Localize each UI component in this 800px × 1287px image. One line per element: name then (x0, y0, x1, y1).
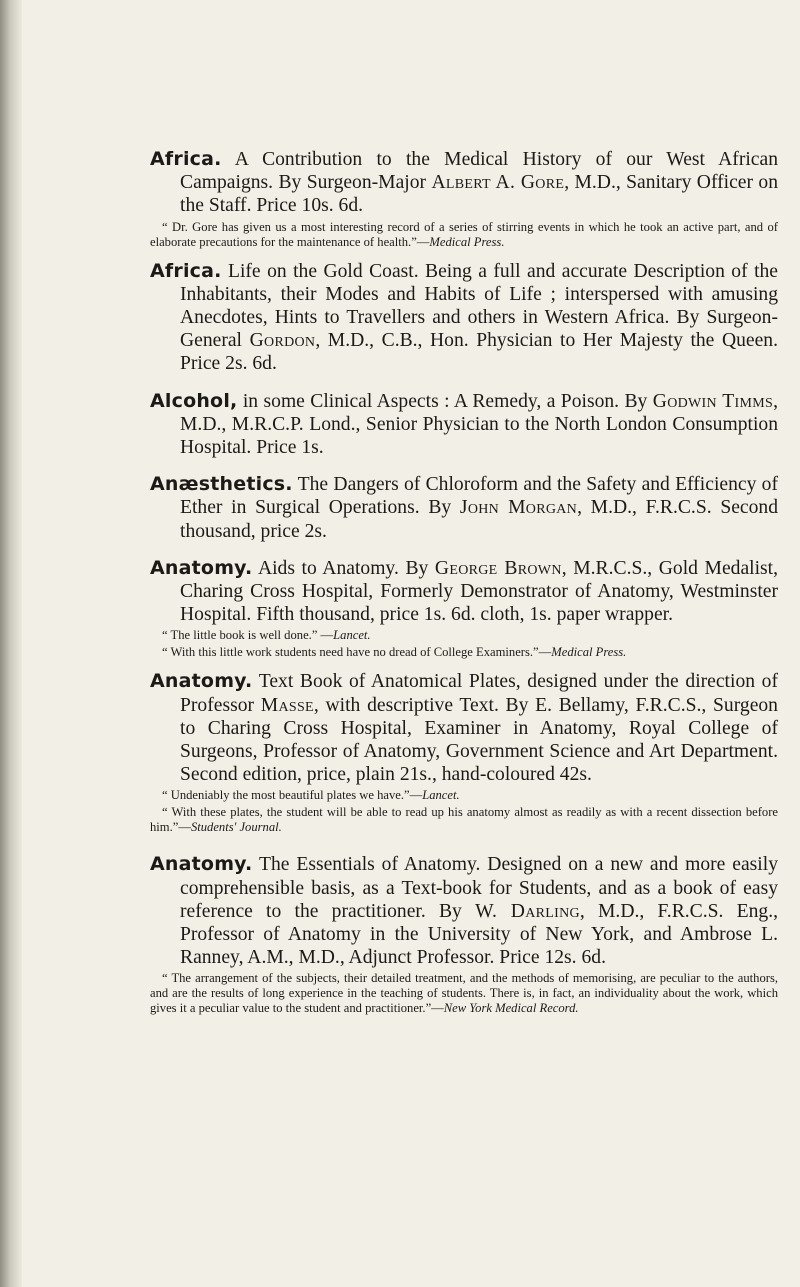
entry-author: Godwin Timms (652, 390, 774, 412)
review-quote: “ With this little work students need have no dread of College Examiners.”—Medical Press. (162, 645, 627, 660)
entry-text: , M.D., C.B., Hon. Physician to Her Majesty the Queen. Price 2s. 6d. (180, 330, 778, 375)
entry-text: in some Clinical Aspects : A Remedy, a Poison. By (237, 390, 653, 412)
entry-anaesthetics (150, 473, 778, 543)
entry-text: The Essentials of Anatomy. Designed on a new and more easily comprehensible basis, as a Text-book for Students, and as a book of easy reference to the practitioner. By (180, 854, 778, 922)
entry-body (150, 148, 778, 218)
entry-text: , M.D., Sanitary Officer on the Staff. Price 10s. 6d. (180, 172, 778, 217)
entry-text: , M.D., F.R.C.S. Eng., Professor of Anatomy in the University of New York, and Ambrose L. Ranney, A.M., M.D., Adjunct Professor. Price 12s. 6d. (180, 900, 779, 969)
review-quote: “ The little book is well done.” —Lancet. (162, 628, 371, 643)
entry-alcohol (150, 390, 778, 460)
entry-body (150, 557, 778, 627)
entry-body (150, 853, 778, 969)
entry-author: John Morgan (459, 497, 578, 519)
catalogue-page (150, 148, 778, 1030)
entry-text: Aids to Anatomy. By (252, 557, 435, 579)
quote-source: Medical Press. (429, 234, 505, 249)
entry-author: George Brown (434, 557, 562, 579)
entry-heading: Africa. (150, 259, 222, 282)
entry-heading: Africa. (150, 148, 222, 170)
entry-anatomy-plates (150, 670, 778, 835)
review-quote: “ The arrangement of the subjects, their detailed treatment, and the methods of memorising, are peculiar to the authors, and are the results of long experience in the teaching of students. There is, in fact, an individuality about the work, which gives it a peculiar value to the student and practitioner.”—New York Medical Record. (150, 971, 778, 1016)
quote-source: Medical Press. (551, 645, 627, 660)
review-quote: “ Undeniably the most beautiful plates we have.”—Lancet. (162, 788, 460, 803)
entry-body (150, 390, 778, 460)
entry-heading: Anatomy. (150, 670, 253, 693)
entry-heading: Alcohol, (150, 389, 238, 412)
entry-text: The Dangers of Chloroform and the Safety and Efficiency of Ether in Surgical Operations. By (180, 474, 778, 519)
entry-anatomy-aids (150, 557, 778, 661)
quote-source: Lancet. (422, 788, 460, 803)
entry-africa-gold-coast (150, 260, 778, 376)
entry-text: , M.R.C.S., Gold Medalist, Charing Cross Hospital, Formerly Demonstrator of Anatomy, Westminster Hospital. Fifth thousand, price 1s. 6d. cloth, 1s. paper wrapper. (180, 557, 778, 626)
review-quote: “ Dr. Gore has given us a most interesting record of a series of stirring events in which he took an active part, and of elaborate precautions for the maintenance of health.”—Medical Press. (150, 219, 778, 249)
entry-text: , with descriptive Text. By E. Bellamy, F.R.C.S., Surgeon to Charing Cross Hospital, Examiner in Anatomy, Royal College of Surgeons, Professor of Anatomy, Government Science and Art Department. Second edition, price, plain 21s., hand-coloured 42s. (180, 694, 778, 786)
entry-author: W. Darling (475, 900, 580, 922)
entry-heading: Anatomy. (150, 853, 253, 876)
entry-text: Life on the Gold Coast. Being a full and accurate Description of the Inhabitants, their Modes and Habits of Life ; interspersed with amusing Anecdotes, Hints to Travellers and others in Western Africa. By Surgeon-General (180, 260, 778, 352)
review-quote: “ With these plates, the student will be able to read up his anatomy almost as readily as with a recent dissection before him.”—Students' Journal. (150, 805, 778, 835)
entry-heading: Anæsthetics. (150, 473, 293, 496)
entry-body (150, 473, 778, 543)
entry-text: , M.D., M.R.C.P. Lond., Senior Physician to the North London Consumption Hospital. Price 1s. (180, 390, 779, 459)
entry-text: Text Book of Anatomical Plates, designed under the direction of Professor (180, 671, 778, 716)
entry-anatomy-essentials (150, 853, 778, 1016)
entry-body (150, 260, 778, 376)
entry-africa-campaigns (150, 148, 778, 250)
page-edge-shadow (0, 0, 22, 1287)
quote-source: Lancet. (333, 628, 371, 643)
entry-text: A Contribution to the Medical History of our West African Campaigns. By Surgeon-Major (180, 149, 778, 194)
quote-source: New York Medical Record. (443, 1001, 579, 1016)
entry-author: Masse (260, 694, 314, 716)
entry-body (150, 670, 778, 786)
quote-source: Students' Journal. (190, 820, 282, 835)
entry-text: , M.D., F.R.C.S. Second thousand, price 2s. (180, 497, 779, 542)
entry-author: Gordon (249, 330, 316, 352)
entry-heading: Anatomy. (150, 556, 253, 579)
entry-author: Albert A. Gore (431, 172, 565, 194)
